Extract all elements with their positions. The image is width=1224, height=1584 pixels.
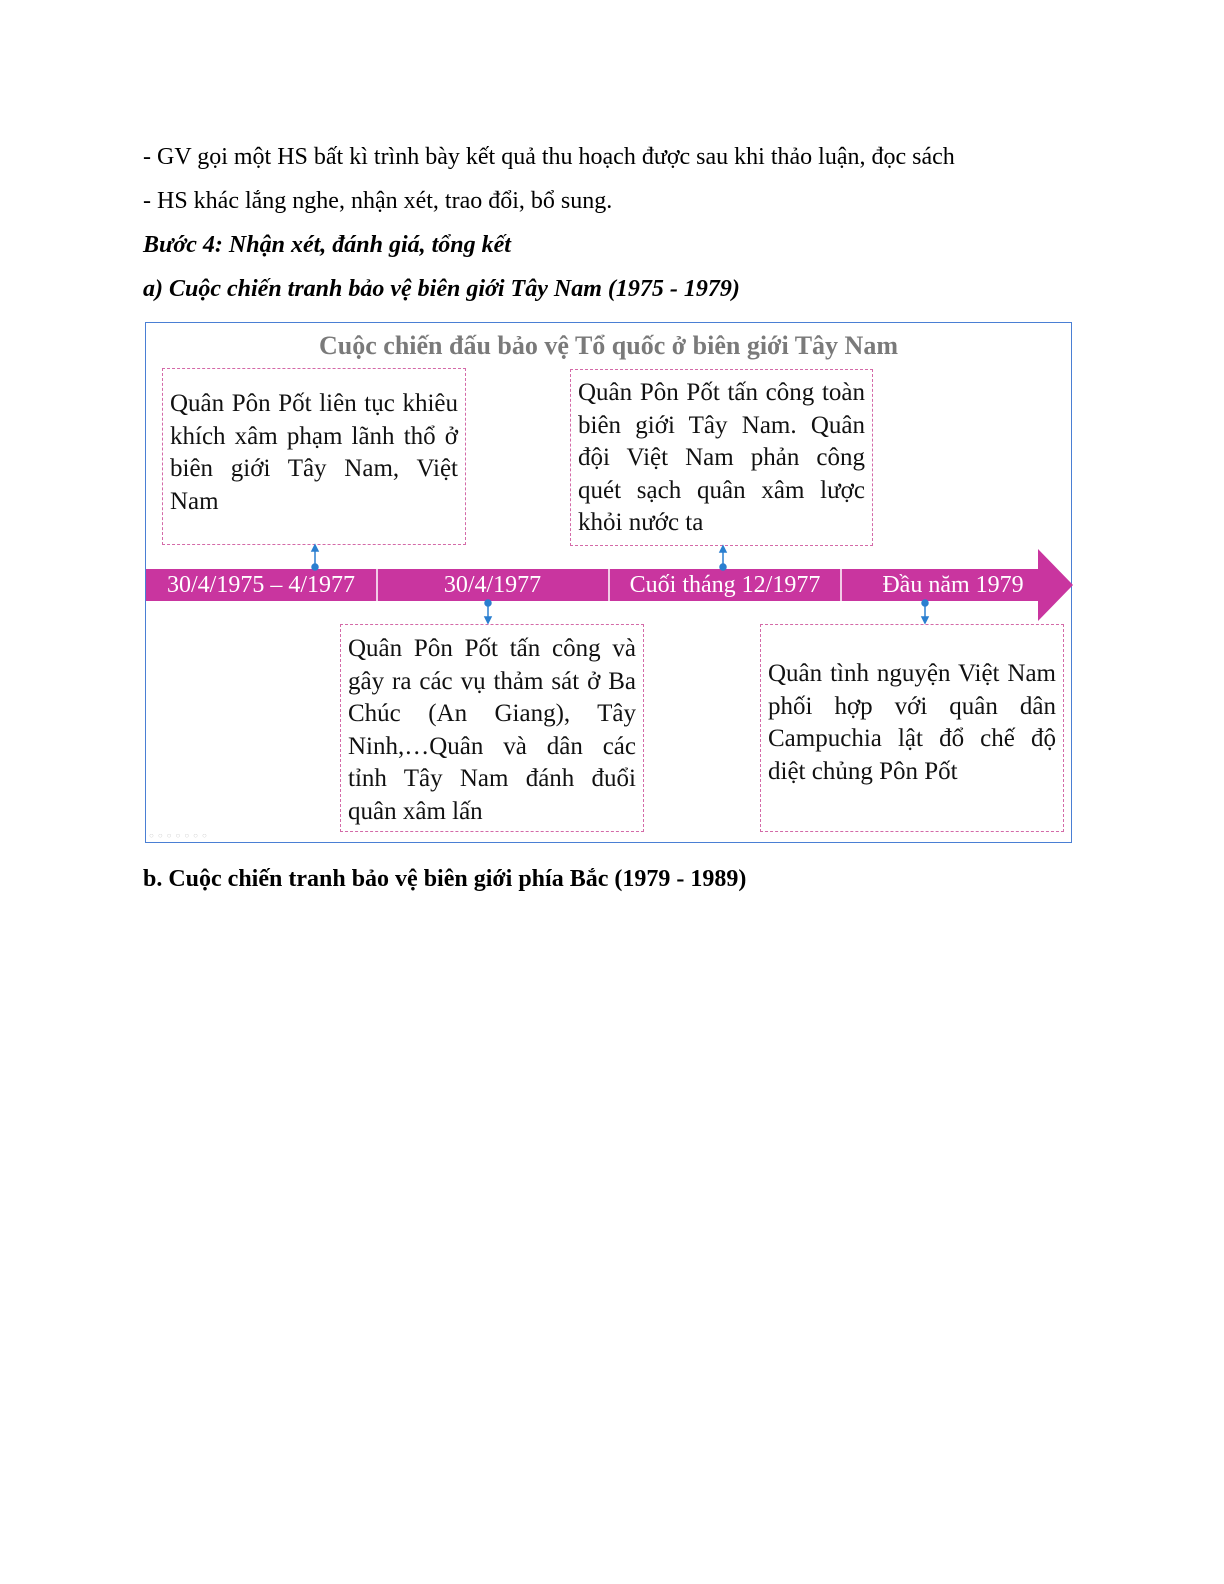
- timeline-title: Cuộc chiến đấu bảo vệ Tổ quốc ở biên giới Tây Nam: [319, 331, 898, 360]
- section-b-heading: b. Cuộc chiến tranh bảo vệ biên giới phía Bắc (1979 - 1989): [143, 866, 747, 892]
- timeline-figure: [145, 322, 1072, 843]
- text-line-2: - HS khác lắng nghe, nhận xét, trao đổi, bổ sung.: [143, 188, 613, 214]
- text-line-1: - GV gọi một HS bất kì trình bày kết quả thu hoạch được sau khi thảo luận, đọc sách: [143, 144, 955, 170]
- step-heading: Bước 4: Nhận xét, đánh giá, tổng kết: [143, 232, 511, 258]
- slide-controls-icon: ○ ○ ○ ○ ○ ○ ○: [149, 831, 208, 840]
- period-label-4: Đầu năm 1979: [882, 572, 1024, 598]
- event-box-apr-1977: Quân Pôn Pốt tấn công và gây ra các vụ thảm sát ở Ba Chúc (An Giang), Tây Ninh,…Quân và dân các tỉnh Tây Nam đánh đuổi quân xâm lấn: [340, 624, 644, 832]
- period-label-1: 30/4/1975 – 4/1977: [166, 572, 355, 598]
- event-box-1979: Quân tình nguyện Việt Nam phối hợp với quân dân Campuchia lật đổ chế độ diệt chủng Pôn Pốt: [760, 624, 1064, 832]
- event-box-dec-1977: Quân Pôn Pốt tấn công toàn biên giới Tây Nam. Quân đội Việt Nam phản công quét sạch quân xâm lược khỏi nước ta: [570, 369, 873, 546]
- period-label-3: Cuối tháng 12/1977: [629, 572, 821, 598]
- period-label-2: 30/4/1977: [443, 572, 542, 598]
- event-box-1975-1977: Quân Pôn Pốt liên tục khiêu khích xâm phạm lãnh thổ ở biên giới Tây Nam, Việt Nam: [162, 368, 466, 545]
- section-a-heading: a) Cuộc chiến tranh bảo vệ biên giới Tây Nam (1975 - 1979): [143, 276, 740, 302]
